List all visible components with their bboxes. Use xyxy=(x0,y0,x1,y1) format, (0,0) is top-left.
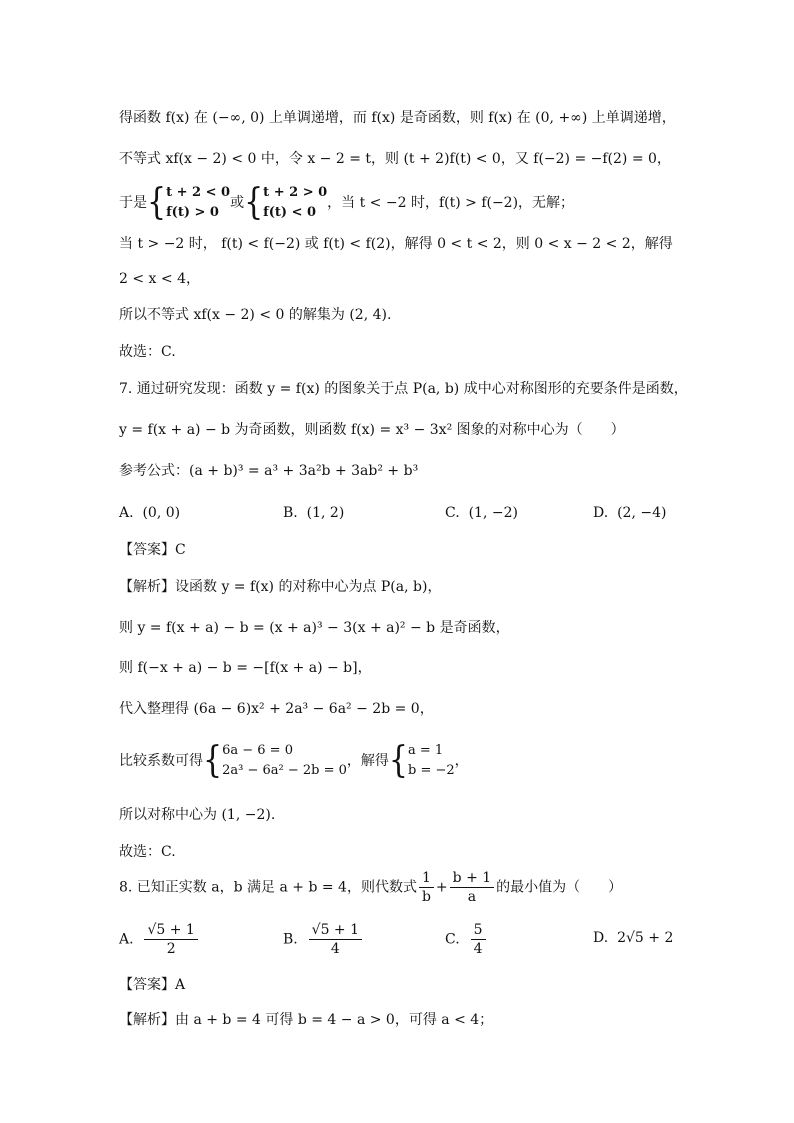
q7-option-a xyxy=(119,505,180,521)
text-line-6: 所以不等式 xf(x − 2) < 0 的解集为 (2, 4). xyxy=(119,307,392,323)
answer-8: 【答案】A xyxy=(119,977,186,993)
system-a-row1: t + 2 < 0 xyxy=(166,185,231,200)
q8-option-b xyxy=(283,921,364,958)
fraction-1-over-b xyxy=(419,869,434,906)
q7-option-d xyxy=(593,505,666,521)
system-a xyxy=(166,183,230,223)
solution-row1: a = 1 xyxy=(408,743,444,758)
coefficient-system xyxy=(222,741,347,781)
option-value: 2√5 + 2 xyxy=(617,930,674,946)
option-label: A. xyxy=(119,505,134,521)
option-label: A. xyxy=(119,931,134,948)
solution-row2: b = −2 xyxy=(408,763,455,778)
option-label: B. xyxy=(283,931,298,948)
plus-sign: + xyxy=(435,879,448,896)
option-value: (1, −2) xyxy=(468,505,518,521)
q8-option-d xyxy=(593,930,673,946)
text-line-4: 当 t > −2 时， f(t) < f(−2) 或 f(t) < f(2)，解得 0 < t < 2，则 0 < x − 2 < 2，解得 xyxy=(119,236,673,252)
option-label: D. xyxy=(593,930,609,946)
option-fraction xyxy=(471,921,486,958)
option-fraction xyxy=(309,921,362,958)
solution-7-line-4: 代入整理得 (6a − 6)x² + 2a³ − 6a² − 2b = 0， xyxy=(119,701,434,717)
option-label: D. xyxy=(593,505,609,521)
system-b-row1: t + 2 > 0 xyxy=(263,185,328,200)
solution-7-line-5 xyxy=(119,741,469,781)
option-label: C. xyxy=(445,505,460,521)
line3-prefix: 于是 xyxy=(119,195,147,211)
solution-7-line-6: 所以对称中心为 (1, −2). xyxy=(119,807,276,823)
text-line-3 xyxy=(119,183,574,223)
fraction-numerator: √5 + 1 xyxy=(309,921,362,940)
question-7-stem-1: 7. 通过研究发现：函数 y = f(x) 的图象关于点 P(a, b) 成中心对称图形的充要条件是函数， xyxy=(119,381,688,397)
system-a-row2: f(t) > 0 xyxy=(166,205,219,220)
question-7-formula: 参考公式：(a + b)³ = a³ + 3a²b + 3ab² + b³ xyxy=(119,463,419,479)
solution-7-line-7: 故选：C. xyxy=(119,844,176,860)
question-8-stem xyxy=(119,869,622,906)
option-fraction xyxy=(144,921,197,958)
fraction-numerator: 1 xyxy=(419,869,434,888)
fraction-numerator: b + 1 xyxy=(450,869,495,888)
brace-left: { xyxy=(147,181,167,224)
comma: ， xyxy=(454,753,469,769)
fraction-denominator: a xyxy=(467,889,477,905)
fraction-numerator: 5 xyxy=(471,921,486,940)
question-7-stem-2: y = f(x + a) − b 为奇函数，则函数 f(x) = x³ − 3x² 图象的对称中心为（ ） xyxy=(119,422,625,438)
text-line-7: 故选：C. xyxy=(119,344,176,360)
solution-7-line-1: 【解析】设函数 y = f(x) 的对称中心为点 P(a, b)， xyxy=(119,579,442,595)
q8-prefix: 8. 已知正实数 a，b 满足 a + b = 4，则代数式 xyxy=(119,879,417,896)
q7-option-c xyxy=(445,505,518,521)
option-label: C. xyxy=(445,931,460,948)
compare-prefix: 比较系数可得 xyxy=(119,753,203,769)
fraction-denominator: 2 xyxy=(166,941,176,957)
q8-option-c xyxy=(445,921,488,958)
solution-system xyxy=(408,741,455,781)
brace-left: { xyxy=(244,181,264,224)
option-value: (1, 2) xyxy=(306,505,345,521)
fraction-denominator: 4 xyxy=(473,941,483,957)
text-line-1: 得函数 f(x) 在 (−∞, 0) 上单调递增，而 f(x) 是奇函数，则 f(x) 在 (0, +∞) 上单调递增， xyxy=(119,110,676,126)
system-b-row2: f(t) < 0 xyxy=(263,205,317,220)
text-line-5: 2 < x < 4， xyxy=(119,271,200,287)
solution-8-line-1: 【解析】由 a + b = 4 可得 b = 4 − a > 0，可得 a < 4； xyxy=(119,1012,494,1028)
coefficient-row2: 2a³ − 6a² − 2b = 0 xyxy=(222,763,347,778)
brace-left: { xyxy=(203,739,223,782)
solution-7-line-3: 则 f(−x + a) − b = −[f(x + a) − b]， xyxy=(119,660,372,676)
fraction-numerator: √5 + 1 xyxy=(144,921,197,940)
option-value: (0, 0) xyxy=(142,505,181,521)
or-text: 或 xyxy=(230,195,245,211)
system-b xyxy=(263,183,327,223)
option-label: B. xyxy=(283,505,298,521)
coefficient-row1: 6a − 6 = 0 xyxy=(222,743,293,758)
q8-option-a xyxy=(119,921,200,958)
fraction-denominator: b xyxy=(421,889,431,905)
brace-left: { xyxy=(388,739,408,782)
q7-option-b xyxy=(283,505,344,521)
answer-7: 【答案】C xyxy=(119,542,186,558)
text-line-2: 不等式 xf(x − 2) < 0 中，令 x − 2 = t，则 (t + 2)f(t) < 0，又 f(−2) = −f(2) = 0， xyxy=(119,151,671,167)
fraction-b-plus-1-over-a xyxy=(450,869,495,906)
option-value: (2, −4) xyxy=(617,505,667,521)
fraction-denominator: 4 xyxy=(330,941,340,957)
solve-text: ，解得 xyxy=(346,753,389,769)
solution-7-line-2: 则 y = f(x + a) − b = (x + a)³ − 3(x + a)² − b 是奇函数， xyxy=(119,620,510,636)
line3-suffix: ，当 t < −2 时，f(t) > f(−2)，无解； xyxy=(327,195,575,211)
q8-suffix: 的最小值为（ ） xyxy=(496,879,623,896)
